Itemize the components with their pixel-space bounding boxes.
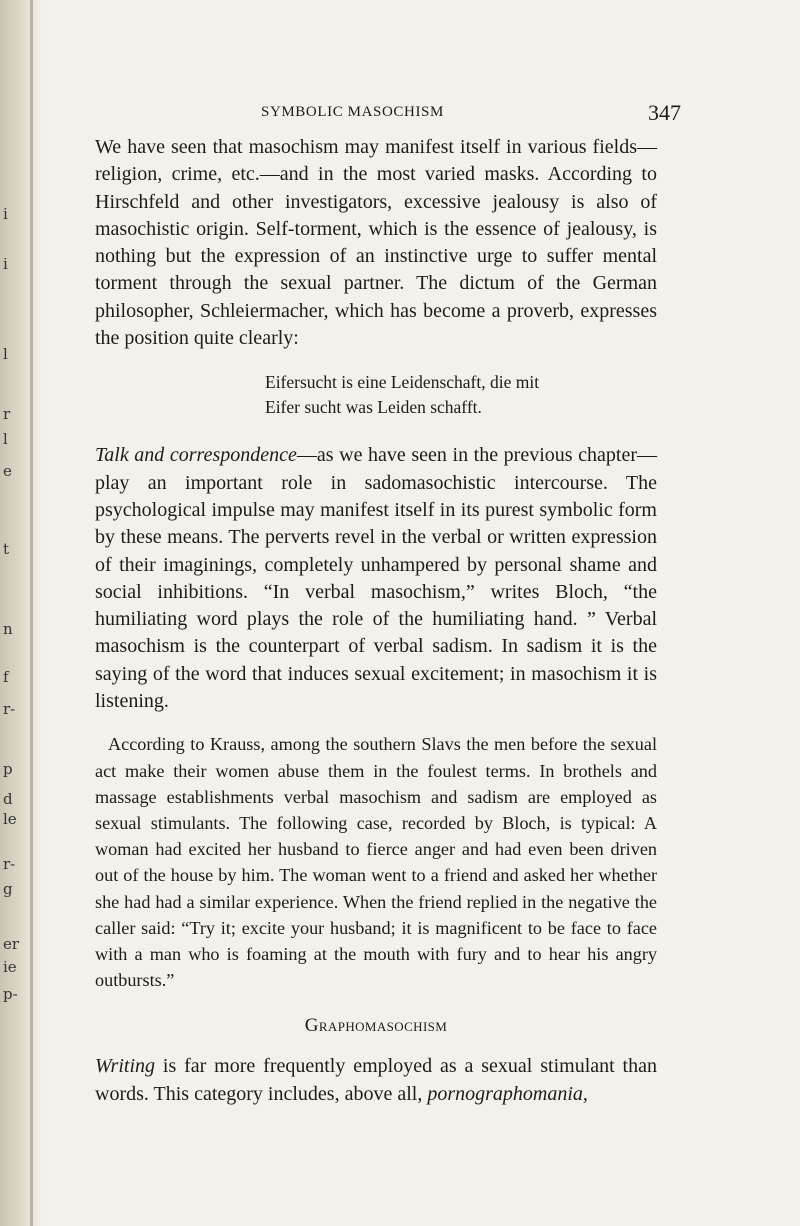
book-page <box>95 100 681 1108</box>
margin-fragment: f <box>3 668 9 686</box>
paragraph-talk-text: —as we have seen in the previous chapter—play an important role in sadomasochistic intercourse. The psychological impulse may manifest itself in its purest symbolic form by these means. The perverts revel in the verbal or written expression of their imaginings, completely unhampered by personal shame and social inhibitions. “In verbal masochism,” writes Bloch, “the humiliating word plays the role of the humiliating hand. ” Verbal masochism is the counterpart of verbal sadism. In sadism it is the saying of the word that induces sexual excitement; in masochism it is listening. <box>95 444 657 713</box>
running-head-title: SYMBOLIC MASOCHISM <box>261 104 444 120</box>
margin-fragment: p- <box>3 985 18 1003</box>
paragraph-writing <box>95 1053 657 1108</box>
margin-fragment: r- <box>3 700 16 718</box>
paragraph-writing-tail: , <box>582 1082 588 1105</box>
margin-fragment: le <box>3 810 17 828</box>
margin-fragment: e <box>3 462 12 480</box>
margin-fragment: ie <box>3 958 17 976</box>
proverb-line-1: Eifersucht is eine Leidenschaft, die mit <box>265 372 540 393</box>
margin-fragment: r <box>3 405 11 423</box>
paragraph-talk-correspondence <box>95 442 657 715</box>
margin-fragment: l <box>3 430 8 448</box>
margin-fragment: r- <box>3 855 16 873</box>
page-number: 347 <box>648 100 681 125</box>
running-head <box>95 100 681 134</box>
margin-fragment: n <box>3 620 13 638</box>
paragraph-writing-text: is far more frequently employed as a sexual stimulant than words. This category includes, above all, <box>95 1055 657 1105</box>
paragraph-krauss: According to Krauss, among the southern Slavs the men before the sexual act make their women abuse them in the foulest terms. In brothels and massage establishments verbal masochism and sadism are employed as sexual stimulants. The following case, recorded by Bloch, is typical: A woman had excited her husband to fierce anger and had even been driven out of the house by him. The woman went to a friend and asked her whether she had had a similar experience. When the friend replied in the negative the caller said: “Try it; excite your husband; it is magnificent to be face to face with a man who is foaming at the mouth with fury and to hear his angry outbursts.” <box>95 734 657 991</box>
italic-lead-talk: Talk and correspondence <box>95 444 297 467</box>
section-heading-graphomasochism: Graphomasochism <box>304 1015 448 1037</box>
margin-fragment: d <box>3 790 13 808</box>
paragraph-jealousy: We have seen that masochism may manifest itself in various fields—religion, crime, etc.—and in the most varied masks. According to Hirschfeld and other investigators, excessive jealousy is also of masochistic origin. Self-torment, which is the essence of jealousy, is nothing but the expression of an instinctive urge to suffer mental torment through the sexual partner. The dictum of the German philosopher, Schleiermacher, which has become a proverb, expresses the position quite clearly: <box>95 136 657 350</box>
book-gutter-shadow <box>0 0 42 1226</box>
margin-fragment: i <box>3 205 8 223</box>
italic-pornographomania: pornographomania <box>427 1082 583 1105</box>
gutter-binding-line <box>30 0 33 1226</box>
margin-fragment: l <box>3 345 8 363</box>
margin-fragment: i <box>3 255 8 273</box>
proverb-quote <box>265 370 657 420</box>
margin-fragment: g <box>3 880 13 898</box>
margin-fragment: er <box>3 935 20 953</box>
proverb-line-2: Eifer sucht was Leiden schafft. <box>265 397 482 418</box>
margin-fragment: t <box>3 540 10 558</box>
margin-fragment: p <box>3 760 13 778</box>
italic-lead-writing: Writing <box>95 1055 156 1078</box>
